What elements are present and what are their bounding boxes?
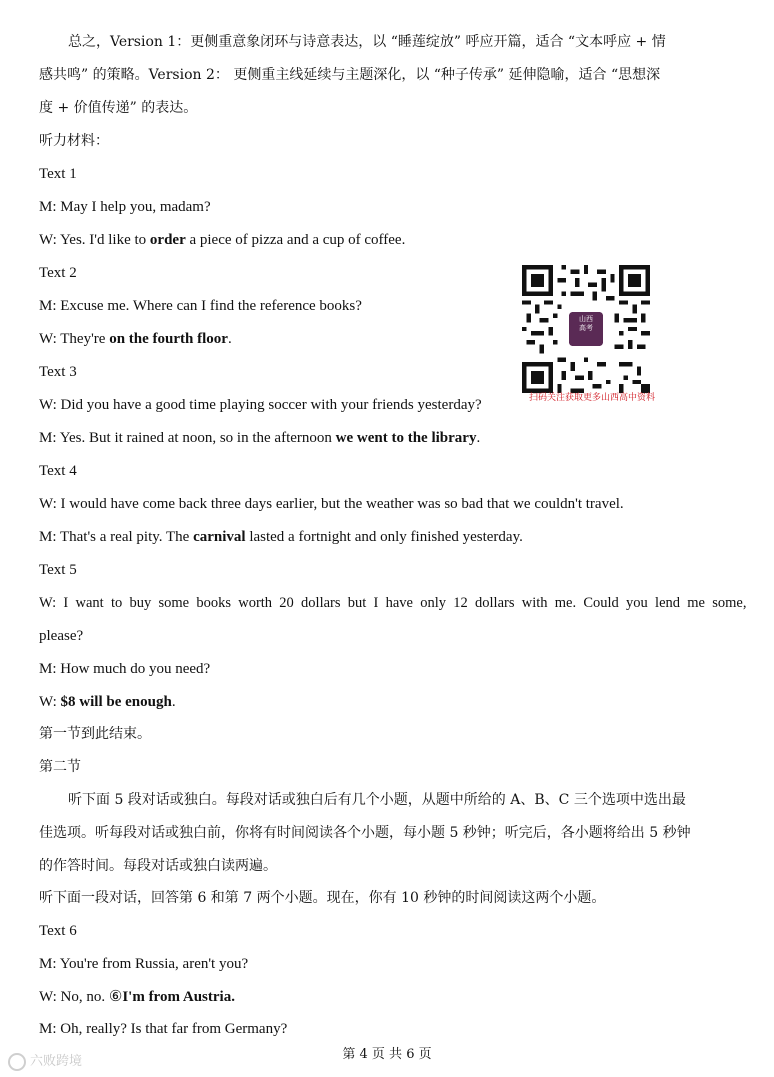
text-6-line-m2: M: Oh, really? Is that far from Germany? [39, 1021, 288, 1037]
text-5-line-w-part2: please? [39, 628, 84, 644]
answer-keyword: I'm from Austria. [122, 989, 235, 1005]
text-1-line-w: W: Yes. I'd like to order a piece of pizza and a cup of coffee. [39, 232, 406, 248]
answer-keyword: we went to the library [335, 430, 477, 446]
text-6-line-m: M: You're from Russia, aren't you? [39, 956, 249, 972]
answer-keyword: carnival [193, 529, 246, 545]
section-end: 第一节到此结束。 [39, 726, 151, 742]
text-4-line-w: W: I would have come back three days earlier, but the weather was so bad that we couldn't travel. [39, 496, 624, 512]
text-1-title: Text 1 [39, 166, 77, 182]
watermark-logo-icon [8, 1053, 26, 1071]
instructions-line-2: 佳选项。听每段对话或独白前，你将有时间阅读各个小题，每小题 5 秒钟；听完后，各小题将给出 5 秒钟 [39, 825, 691, 841]
text-1-line-m: M: May I help you, madam? [39, 199, 211, 215]
text-2-title: Text 2 [39, 265, 77, 281]
text-3-line-m: M: Yes. But it rained at noon, so in the afternoon we went to the library. [39, 430, 481, 446]
instructions-line-1: 听下面 5 段对话或独白。每段对话或独白后有几个小题，从题中所给的 A、B、C 三个选项中选出最 [68, 792, 686, 808]
listening-heading: 听力材料： [39, 133, 109, 149]
summary-line-2: 感共鸣” 的策略。Version 2： 更侧重主线延续与主题深化，以 “种子传承” 延伸隐喻，适合 “思想深 [39, 67, 661, 83]
text-5-line-w-part1: W: I want to buy some books worth 20 dollars but I have only 12 dollars with me. Could you lend me some, [39, 595, 747, 611]
text-4-line-m: M: That's a real pity. The carnival lasted a fortnight and only finished yesterday. [39, 529, 523, 545]
section-2-title: 第二节 [39, 759, 81, 775]
answer-keyword: $8 will be enough [60, 694, 172, 710]
text-4-title: Text 4 [39, 463, 77, 479]
text-6-title: Text 6 [39, 923, 77, 939]
page-number-footer: 第 4 页 共 6 页 [342, 1047, 432, 1062]
summary-line-1: 总之，Version 1：更侧重意象闭环与诗意表达，以 “睡莲绽放” 呼应开篇，适合 “文本呼应 + 情 [68, 34, 666, 50]
text-5-line-m: M: How much do you need? [39, 661, 211, 677]
text-6-line-w: W: No, no. ⑥I'm from Austria. [39, 989, 235, 1005]
text-3-title: Text 3 [39, 364, 77, 380]
text-2-line-m: M: Excuse me. Where can I find the reference books? [39, 298, 362, 314]
question-intro: 听下面一段对话，回答第 6 和第 7 两个小题。现在，你有 10 秒钟的时间阅读这两个小题。 [39, 890, 606, 906]
text-5-line-w2: W: $8 will be enough. [39, 694, 176, 710]
answer-keyword: on the fourth floor [109, 331, 228, 347]
summary-line-3: 度 + 价值传递” 的表达。 [39, 100, 198, 116]
text-3-line-w: W: Did you have a good time playing soccer with your friends yesterday? [39, 397, 482, 413]
watermark: 六败跨境 [8, 1050, 82, 1071]
instructions-line-3: 的作答时间。每段对话或独白读两遍。 [39, 858, 277, 874]
qr-caption: 扫码关注获取更多山西高中资料 [529, 393, 656, 403]
text-5-title: Text 5 [39, 562, 77, 578]
answer-keyword: order [149, 232, 186, 248]
qr-badge-text: 山西 高考 [579, 315, 593, 332]
text-2-line-w: W: They're on the fourth floor. [39, 331, 232, 347]
